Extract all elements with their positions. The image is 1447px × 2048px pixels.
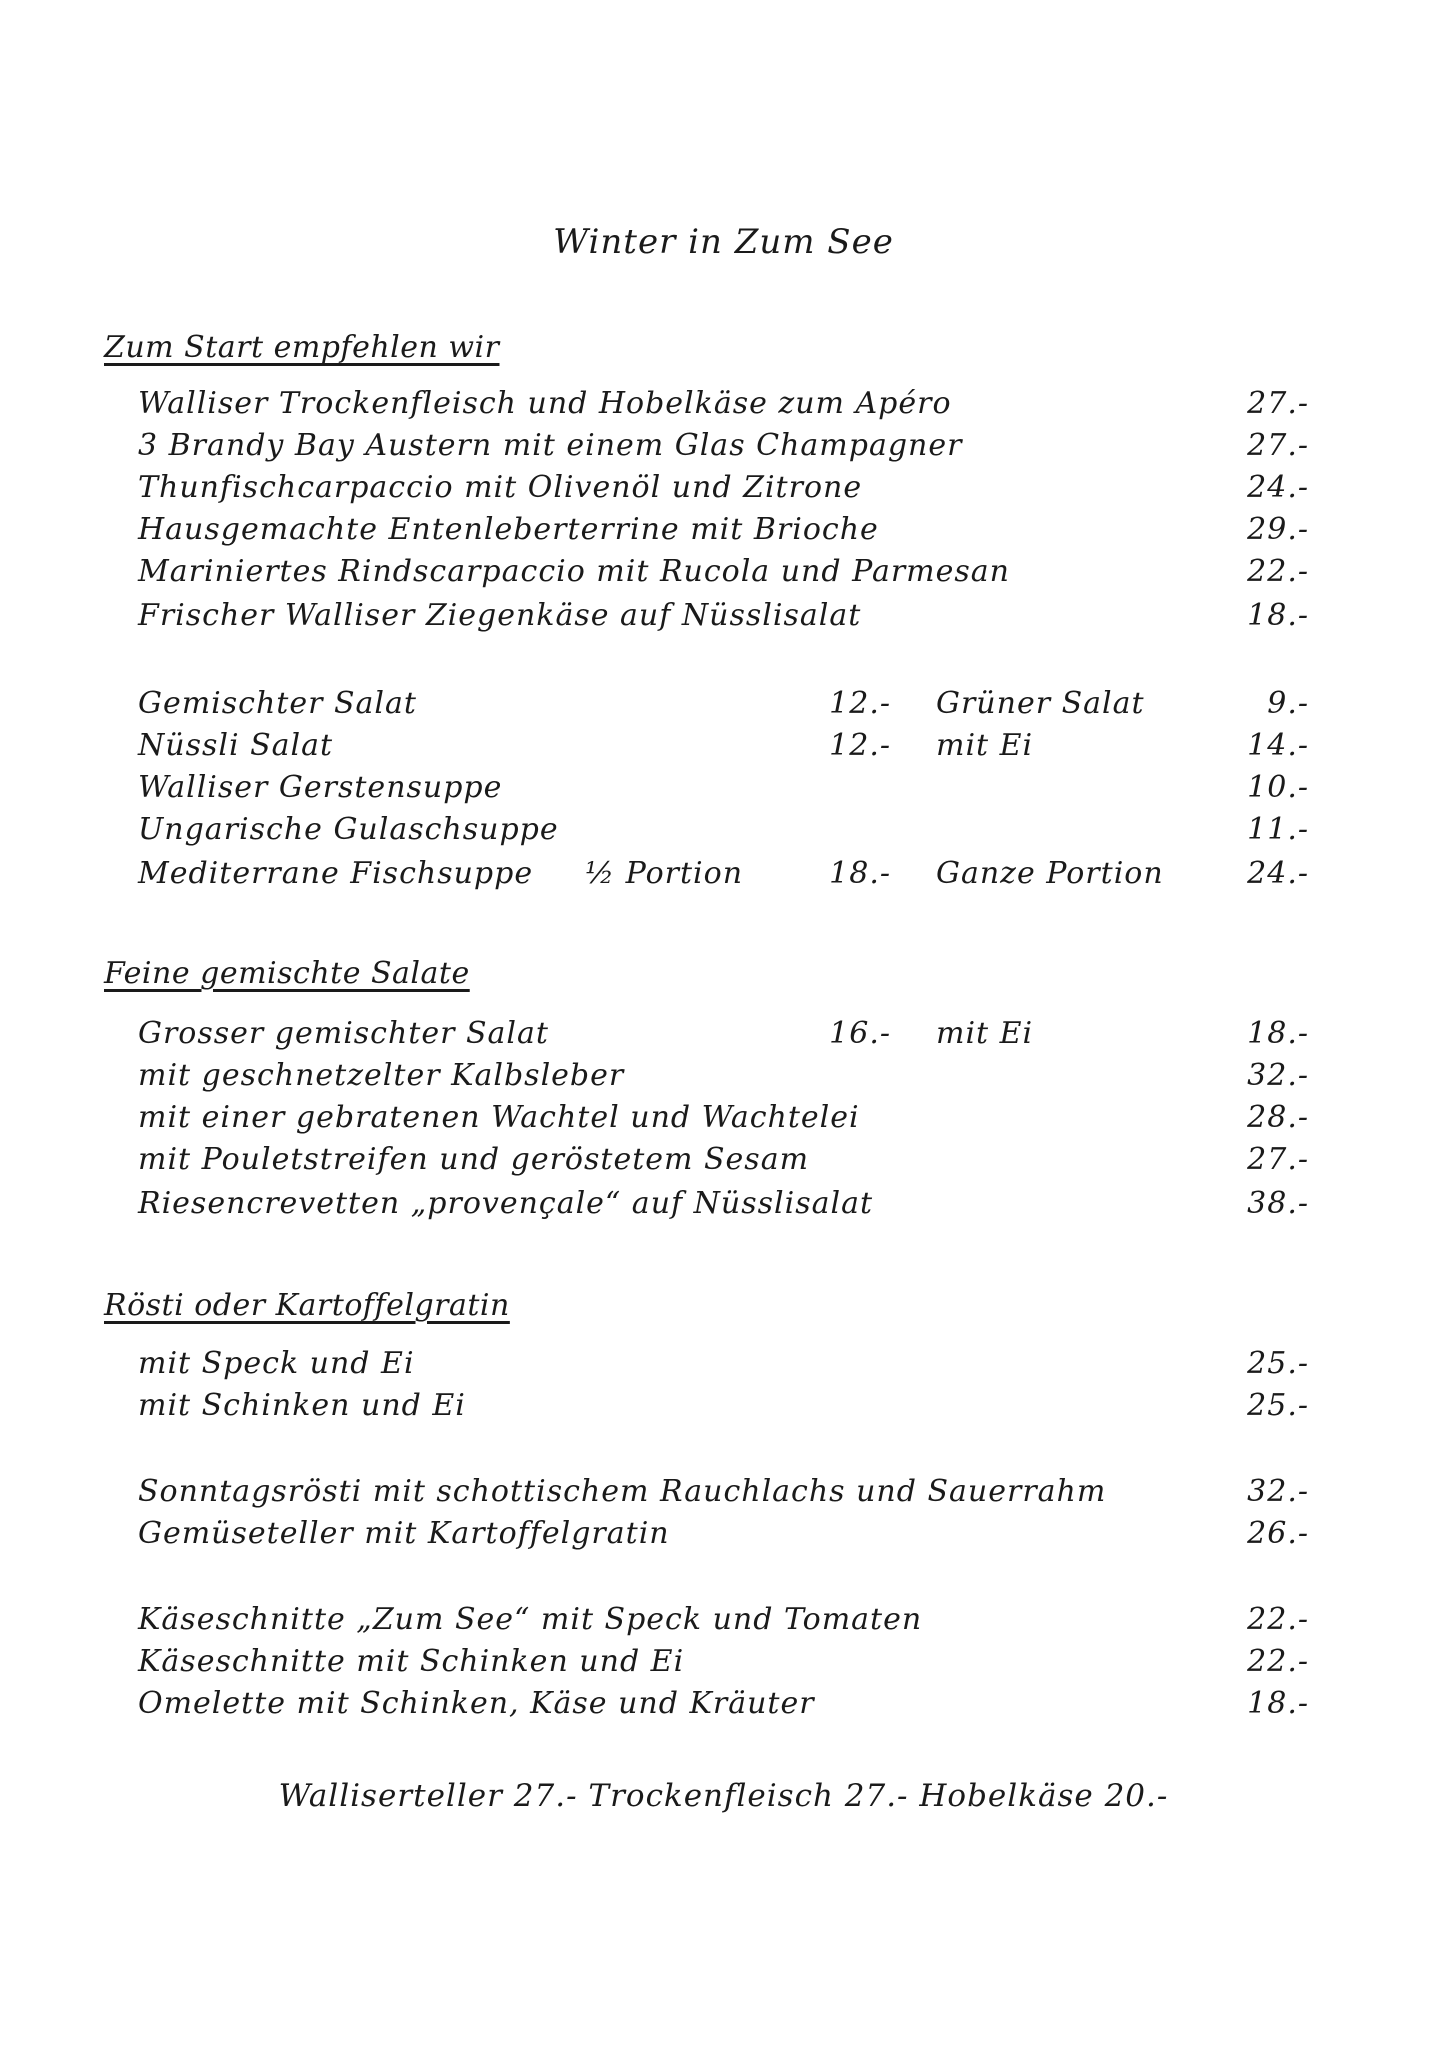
menu-item bbox=[0, 1388, 1447, 1428]
menu-item bbox=[0, 470, 1447, 510]
menu-item bbox=[0, 728, 1447, 768]
item-alt-label: mit Ei bbox=[936, 728, 1034, 763]
item-name: Ungarische Gulaschsuppe bbox=[138, 812, 559, 847]
item-name: Grosser gemischter Salat bbox=[138, 1016, 549, 1051]
menu-item bbox=[0, 1186, 1447, 1226]
item-price: 22.- bbox=[1247, 1602, 1309, 1637]
item-mid-price: 12.- bbox=[829, 728, 891, 763]
item-name: Walliser Gerstensuppe bbox=[138, 770, 503, 805]
item-name: Riesencrevetten „provençale“ auf Nüsslisalat bbox=[138, 1186, 874, 1221]
item-price: 38.- bbox=[1247, 1186, 1309, 1221]
item-mid-price: 12.- bbox=[829, 686, 891, 721]
menu-item bbox=[0, 1686, 1447, 1726]
item-name: Omelette mit Schinken, Käse und Kräuter bbox=[138, 1686, 815, 1721]
menu-item bbox=[0, 1516, 1447, 1556]
menu-item bbox=[0, 428, 1447, 468]
item-mid-price: 16.- bbox=[829, 1016, 891, 1051]
item-mid-price: 18.- bbox=[829, 856, 891, 891]
item-price: 22.- bbox=[1247, 1644, 1309, 1679]
item-price: 22.- bbox=[1247, 554, 1309, 589]
page-title: Winter in Zum See bbox=[553, 222, 894, 262]
item-alt-label: Grüner Salat bbox=[936, 686, 1145, 721]
menu-item bbox=[0, 686, 1447, 726]
item-alt-label: Ganze Portion bbox=[936, 856, 1164, 891]
item-name: mit geschnetzelter Kalbsleber bbox=[138, 1058, 625, 1093]
footer-specials: Walliserteller 27.- Trockenfleisch 27.- Hobelkäse 20.- bbox=[278, 1778, 1169, 1814]
item-price: 27.- bbox=[1247, 428, 1309, 463]
item-price: 10.- bbox=[1247, 770, 1309, 805]
item-price: 11.- bbox=[1247, 812, 1309, 847]
item-name: Thunfischcarpaccio mit Olivenöl und Zitrone bbox=[138, 470, 863, 505]
item-name: mit Pouletstreifen und geröstetem Sesam bbox=[138, 1142, 810, 1177]
item-price: 14.- bbox=[1247, 728, 1309, 763]
item-name: mit Speck und Ei bbox=[138, 1346, 415, 1381]
item-name: Käseschnitte mit Schinken und Ei bbox=[138, 1644, 685, 1679]
item-price: 25.- bbox=[1247, 1346, 1309, 1381]
item-price: 25.- bbox=[1247, 1388, 1309, 1423]
menu-item bbox=[0, 386, 1447, 426]
section-heading-salate: Feine gemischte Salate bbox=[104, 956, 470, 991]
item-name: Mariniertes Rindscarpaccio mit Rucola und Parmesan bbox=[138, 554, 1010, 589]
menu-item bbox=[0, 1100, 1447, 1140]
item-name: 3 Brandy Bay Austern mit einem Glas Champagner bbox=[138, 428, 963, 463]
menu-item bbox=[0, 1474, 1447, 1514]
item-name: Gemischter Salat bbox=[138, 686, 417, 721]
item-name: Gemüseteller mit Kartoffelgratin bbox=[138, 1516, 670, 1551]
item-name: Frischer Walliser Ziegenkäse auf Nüsslisalat bbox=[138, 598, 862, 633]
item-name: mit Schinken und Ei bbox=[138, 1388, 466, 1423]
item-name: Käseschnitte „Zum See“ mit Speck und Tomaten bbox=[138, 1602, 923, 1637]
menu-item bbox=[0, 1346, 1447, 1386]
item-price: 18.- bbox=[1247, 1686, 1309, 1721]
item-name: Hausgemachte Entenleberterrine mit Brioche bbox=[138, 512, 879, 547]
menu-item bbox=[0, 770, 1447, 810]
menu-item bbox=[0, 812, 1447, 852]
item-price: 29.- bbox=[1247, 512, 1309, 547]
item-name: mit einer gebratenen Wachtel und Wachtelei bbox=[138, 1100, 860, 1135]
item-price: 26.- bbox=[1247, 1516, 1309, 1551]
item-price: 27.- bbox=[1247, 1142, 1309, 1177]
item-name: Sonntagsrösti mit schottischem Rauchlachs und Sauerrahm bbox=[138, 1474, 1107, 1509]
item-name: Mediterrane Fischsuppe bbox=[138, 856, 534, 891]
menu-item bbox=[0, 598, 1447, 638]
menu-item bbox=[0, 1602, 1447, 1642]
menu-item bbox=[0, 554, 1447, 594]
item-alt-label: mit Ei bbox=[936, 1016, 1034, 1051]
item-price: 32.- bbox=[1247, 1474, 1309, 1509]
menu-item bbox=[0, 1142, 1447, 1182]
section-heading-roesti: Rösti oder Kartoffelgratin bbox=[104, 1288, 510, 1323]
menu-item bbox=[0, 1016, 1447, 1056]
item-name: Nüssli Salat bbox=[138, 728, 334, 763]
item-price: 28.- bbox=[1247, 1100, 1309, 1135]
item-price: 9.- bbox=[1267, 686, 1309, 721]
item-price: 24.- bbox=[1247, 856, 1309, 891]
item-mid-label: ½ Portion bbox=[585, 856, 744, 891]
item-name: Walliser Trockenfleisch und Hobelkäse zum Apéro bbox=[138, 386, 952, 421]
item-price: 18.- bbox=[1247, 1016, 1309, 1051]
item-price: 24.- bbox=[1247, 470, 1309, 505]
item-price: 32.- bbox=[1247, 1058, 1309, 1093]
menu-item bbox=[0, 1058, 1447, 1098]
item-price: 18.- bbox=[1247, 598, 1309, 633]
menu-item bbox=[0, 512, 1447, 552]
item-price: 27.- bbox=[1247, 386, 1309, 421]
menu-item bbox=[0, 856, 1447, 896]
section-heading-start: Zum Start empfehlen wir bbox=[104, 330, 500, 365]
menu-item bbox=[0, 1644, 1447, 1684]
